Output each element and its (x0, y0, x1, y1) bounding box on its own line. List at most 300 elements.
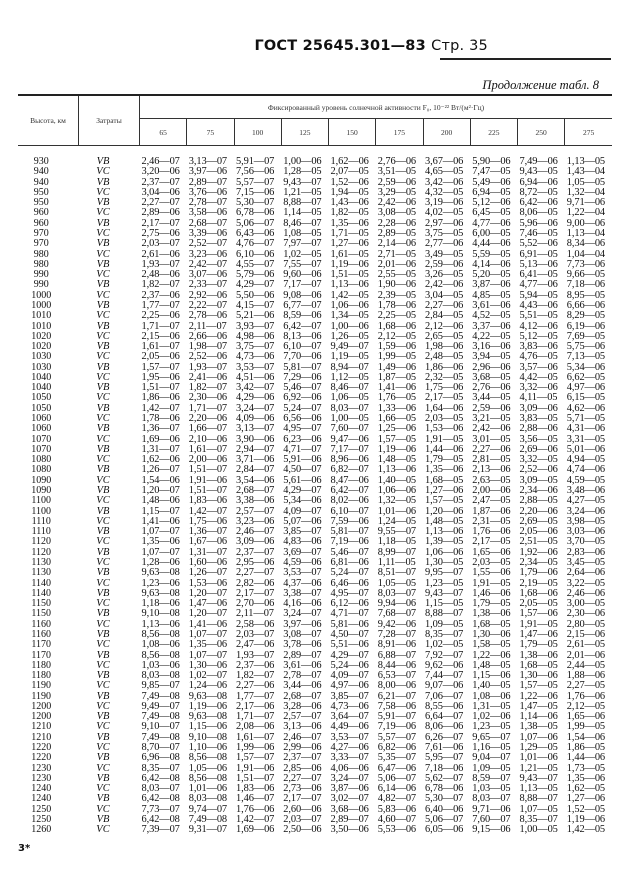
value-cell: 8,96—06 (330, 454, 369, 466)
value-cell: 1,62—06 (141, 454, 180, 466)
value-cell: 2,34—05 (519, 556, 558, 568)
value-cell: 1,32—05 (377, 495, 417, 507)
value-cell: 1,58—05 (472, 639, 511, 651)
value-cell: 1,78—06 (141, 413, 180, 425)
altitude-cell: 1250 (31, 803, 52, 815)
value-cell: 2,37—07 (283, 752, 322, 764)
altitude-cell: 1230 (31, 762, 52, 774)
value-cell: 6,64—07 (425, 711, 464, 723)
value-cell: 1,38—06 (519, 649, 558, 661)
value-cell: 4,29—07 (236, 279, 275, 291)
value-cell: 1,34—05 (330, 310, 369, 322)
value-cell: 8,35—07 (519, 814, 558, 825)
value-cell: 1,51—07 (236, 772, 275, 784)
value-cell: 2,73—06 (283, 783, 322, 795)
cost-code-cell: VB (96, 279, 110, 291)
value-cell: 2,37—06 (141, 289, 180, 301)
value-cell: 2,37—07 (141, 176, 180, 188)
value-cell: 5,81—07 (330, 526, 369, 538)
value-cell: 2,95—06 (236, 556, 275, 568)
cost-code-cell: VB (96, 197, 110, 209)
value-cell: 1,30—06 (188, 659, 228, 671)
value-cell: 8,03—07 (472, 793, 511, 805)
value-cell: 8,56—08 (188, 752, 228, 764)
value-cell: 2,03—07 (236, 628, 275, 640)
value-cell: 4,94—05 (566, 454, 606, 466)
cost-code-cell: VB (96, 217, 110, 229)
value-cell: 4,71—07 (330, 608, 369, 620)
value-cell: 2,27—06 (472, 443, 511, 455)
value-cell: 5,06—07 (236, 217, 275, 229)
altitude-cell: 1090 (31, 474, 52, 486)
value-cell: 2,57—07 (236, 505, 275, 517)
value-cell: 2,83—06 (566, 546, 606, 558)
value-cell: 1,07—07 (188, 649, 228, 661)
value-cell: 2,77—06 (425, 238, 464, 250)
value-cell: 1,18—05 (377, 536, 417, 548)
value-cell: 1,73—05 (566, 762, 606, 774)
value-cell: 1,60—06 (188, 556, 228, 568)
value-cell: 8,02—06 (330, 495, 369, 507)
value-cell: 3,23—06 (236, 515, 275, 527)
value-cell: 2,17—07 (141, 217, 180, 229)
cost-code-cell: VB (96, 505, 110, 517)
value-cell: 1,39—05 (425, 536, 464, 548)
value-cell: 8,06—06 (425, 721, 464, 733)
value-cell: 8,03—07 (141, 783, 180, 795)
value-cell: 3,24—06 (566, 505, 606, 517)
value-cell: 1,57—05 (377, 433, 417, 445)
value-cell: 6,05—06 (425, 824, 464, 836)
value-cell: 1,26—07 (141, 464, 180, 476)
value-cell: 3,08—05 (377, 207, 417, 219)
value-cell: 1,90—06 (377, 279, 417, 291)
value-cell: 1,46—06 (472, 587, 511, 599)
value-cell: 2,17—07 (236, 587, 275, 599)
value-cell: 1,06—05 (330, 392, 369, 404)
cost-code-cell: VC (96, 762, 110, 774)
cost-code-cell: VC (96, 413, 110, 425)
value-cell: 3,97—06 (283, 618, 322, 630)
value-cell: 3,56—05 (519, 433, 558, 445)
value-cell: 9,63—08 (188, 690, 228, 702)
value-cell: 2,69—05 (519, 515, 558, 527)
value-cell: 5,12—05 (519, 330, 558, 342)
value-cell: 2,46—06 (566, 587, 606, 599)
value-cell: 1,26—05 (330, 330, 369, 342)
value-cell: 1,98—07 (188, 341, 228, 353)
value-cell: 4,82—07 (377, 793, 417, 805)
value-cell: 2,96—06 (472, 361, 511, 373)
value-cell: 1,13—06 (377, 464, 417, 476)
value-cell: 7,92—07 (425, 649, 464, 661)
value-cell: 3,64—07 (330, 711, 369, 723)
value-cell: 6,53—07 (377, 670, 417, 682)
cost-code-cell: VC (96, 289, 110, 301)
value-cell: 8,00—06 (377, 680, 417, 692)
value-cell: 2,78—07 (283, 670, 322, 682)
value-cell: 2,01—06 (566, 649, 606, 661)
value-cell: 1,54—06 (141, 474, 180, 486)
value-cell: 1,57—07 (141, 361, 180, 373)
cost-code-cell: VB (96, 793, 110, 805)
value-cell: 8,35—07 (425, 628, 464, 640)
value-cell: 3,04—05 (425, 289, 464, 301)
cost-code-cell: VC (96, 598, 110, 610)
value-cell: 2,39—05 (377, 289, 417, 301)
col-header-level: 65 (140, 119, 187, 146)
value-cell: 4,29—06 (236, 392, 275, 404)
altitude-cell: 1240 (31, 793, 52, 805)
value-cell: 4,27—05 (566, 495, 606, 507)
value-cell: 4,95—07 (283, 423, 322, 435)
value-cell: 1,93—07 (236, 649, 275, 661)
value-cell: 1,83—06 (188, 495, 228, 507)
value-cell: 3,85—07 (283, 526, 322, 538)
data-table-container (18, 94, 612, 836)
col-header-cost: Затраты (79, 95, 140, 146)
value-cell: 1,57—05 (425, 495, 464, 507)
value-cell: 3,94—05 (472, 351, 511, 363)
value-cell: 1,77—07 (141, 299, 180, 311)
value-cell: 5,75—06 (566, 341, 606, 353)
value-cell: 3,67—06 (425, 156, 464, 167)
value-cell: 8,72—05 (519, 186, 558, 198)
value-cell: 4,65—05 (425, 166, 464, 178)
value-cell: 9,95—07 (425, 567, 464, 579)
value-cell: 3,09—06 (236, 536, 275, 548)
altitude-cell: 1100 (31, 495, 52, 507)
value-cell: 4,06—06 (330, 762, 369, 774)
value-cell: 1,99—05 (566, 721, 606, 733)
value-cell: 3,90—06 (236, 433, 275, 445)
value-cell: 5,59—05 (472, 248, 511, 260)
value-cell: 1,06—06 (377, 485, 417, 496)
value-cell: 8,88—07 (283, 197, 322, 209)
col-header-level: 100 (234, 119, 281, 146)
value-cell: 1,28—05 (283, 166, 322, 178)
value-cell: 9,60—06 (283, 269, 322, 281)
value-cell: 4,62—06 (566, 402, 606, 414)
value-cell: 3,37—06 (472, 320, 511, 332)
value-cell: 2,41—06 (188, 371, 228, 383)
value-cell: 1,13—05 (519, 783, 558, 795)
cost-code-cell: VC (96, 454, 110, 466)
value-cell: 6,91—05 (519, 248, 558, 260)
value-cell: 1,08—06 (141, 639, 180, 651)
value-cell: 1,13—06 (425, 526, 464, 538)
value-cell: 7,18—06 (566, 279, 606, 291)
value-cell: 1,51—07 (188, 485, 228, 496)
value-cell: 1,15—06 (188, 721, 228, 733)
value-cell: 2,12—05 (566, 700, 606, 712)
value-cell: 2,00—06 (188, 454, 228, 466)
value-cell: 1,20—06 (425, 505, 464, 517)
value-cell: 4,12—06 (519, 320, 558, 332)
cost-code-cell: VC (96, 639, 110, 651)
value-cell: 1,99—05 (377, 351, 417, 363)
value-cell: 1,07—07 (141, 526, 180, 538)
altitude-cell: 1000 (31, 289, 52, 301)
value-cell: 2,30—06 (188, 392, 228, 404)
value-cell: 1,66—05 (377, 413, 417, 425)
value-cell: 2,34—06 (519, 485, 558, 496)
value-cell: 5,01—06 (566, 443, 606, 455)
altitude-cell: 1210 (31, 721, 52, 733)
cost-code-cell: VB (96, 587, 110, 599)
value-cell: 1,13—06 (141, 618, 180, 630)
value-cell: 2,51—05 (519, 536, 558, 548)
col-header-level: 125 (281, 119, 328, 146)
value-cell: 1,46—07 (236, 793, 275, 805)
value-cell: 8,03—08 (141, 670, 180, 682)
value-cell: 1,78—06 (377, 299, 417, 311)
value-cell: 1,05—06 (188, 762, 228, 774)
value-cell: 1,65—06 (566, 711, 606, 723)
cost-code-cell: VB (96, 690, 110, 702)
value-cell: 3,75—05 (425, 227, 464, 239)
value-cell: 5,95—07 (425, 752, 464, 764)
value-cell: 8,56—08 (141, 649, 180, 661)
value-cell: 6,14—06 (377, 783, 417, 795)
value-cell: 2,99—06 (283, 742, 322, 754)
value-cell: 2,17—05 (425, 392, 464, 404)
value-cell: 1,35—06 (330, 217, 369, 229)
value-cell: 7,29—06 (283, 371, 322, 383)
value-cell: 1,07—06 (519, 731, 558, 743)
value-cell: 1,00—06 (330, 320, 369, 332)
value-cell: 1,19—06 (330, 258, 369, 270)
cost-code-cell: VC (96, 351, 110, 363)
value-cell: 2,44—05 (566, 659, 606, 671)
value-cell: 5,34—06 (566, 361, 606, 373)
value-cell: 1,76—06 (236, 803, 275, 815)
value-cell: 5,49—06 (472, 176, 511, 188)
value-cell: 2,27—06 (236, 680, 275, 692)
value-cell: 1,61—07 (141, 341, 180, 353)
value-cell: 4,50—07 (283, 464, 322, 476)
value-cell: 2,59—06 (377, 176, 417, 188)
value-cell: 4,76—05 (519, 351, 558, 363)
value-cell: 7,19—06 (377, 721, 417, 733)
value-cell: 1,16—05 (472, 742, 511, 754)
value-cell: 2,15—06 (566, 628, 606, 640)
value-cell: 7,73—06 (566, 258, 606, 270)
value-cell: 1,47—06 (188, 598, 228, 610)
value-cell: 2,27—05 (566, 680, 606, 692)
value-cell: 1,44—06 (425, 443, 464, 455)
value-cell: 1,14—05 (283, 207, 322, 219)
value-cell: 1,05—05 (377, 577, 417, 589)
cost-code-cell: VC (96, 618, 110, 630)
value-cell: 1,69—06 (236, 824, 275, 836)
value-cell: 3,26—05 (425, 269, 464, 281)
value-cell: 2,03—05 (472, 556, 511, 568)
value-cell: 2,05—06 (141, 351, 180, 363)
value-cell: 3,23—06 (188, 248, 228, 260)
value-cell: 3,71—06 (236, 454, 275, 466)
value-cell: 1,01—06 (377, 505, 417, 517)
altitude-cell: 1120 (31, 536, 52, 548)
cost-code-cell: VB (96, 341, 110, 353)
value-cell: 5,34—06 (283, 495, 322, 507)
altitude-cell: 930 (33, 156, 49, 167)
altitude-cell: 1050 (31, 402, 52, 414)
value-cell: 3,45—05 (566, 556, 606, 568)
value-cell: 1,64—06 (425, 402, 464, 414)
altitude-cell: 1140 (31, 577, 52, 589)
value-cell: 5,71—05 (566, 413, 606, 425)
cost-code-cell: VB (96, 238, 110, 250)
value-cell: 6,42—08 (141, 814, 180, 825)
cost-code-cell: VC (96, 721, 110, 733)
value-cell: 1,41—06 (141, 515, 180, 527)
value-cell: 1,22—06 (519, 690, 558, 702)
value-cell: 8,44—06 (377, 659, 417, 671)
altitude-cell: 1150 (31, 608, 52, 620)
value-cell: 1,82—07 (236, 670, 275, 682)
value-cell: 1,48—05 (425, 515, 464, 527)
value-cell: 9,43—05 (519, 166, 558, 178)
cost-code-cell: VB (96, 731, 110, 743)
altitude-cell: 1200 (31, 711, 52, 723)
value-cell: 1,68—06 (519, 587, 558, 599)
value-cell: 1,12—05 (330, 371, 369, 383)
value-cell: 1,03—05 (472, 783, 511, 795)
value-cell: 7,15—06 (236, 186, 275, 198)
value-cell: 1,18—06 (141, 598, 180, 610)
value-cell: 4,09—07 (283, 505, 322, 517)
value-cell: 8,34—06 (566, 238, 606, 250)
value-cell: 6,15—05 (566, 392, 606, 404)
altitude-cell: 1130 (31, 567, 52, 579)
value-cell: 1,07—07 (141, 546, 180, 558)
value-cell: 6,88—07 (377, 649, 417, 661)
value-cell: 7,18—06 (425, 762, 464, 774)
value-cell: 3,32—06 (519, 382, 558, 394)
value-cell: 1,98—06 (425, 341, 464, 353)
cost-code-cell: VB (96, 670, 110, 682)
altitude-cell: 990 (33, 279, 49, 291)
value-cell: 2,27—07 (236, 567, 275, 579)
altitude-cell: 940 (33, 166, 49, 178)
value-cell: 9,94—06 (377, 598, 417, 610)
value-cell: 3,21—05 (472, 413, 511, 425)
value-cell: 1,28—06 (141, 556, 180, 568)
value-cell: 2,78—07 (188, 197, 228, 209)
value-cell: 3,53—07 (236, 361, 275, 373)
value-cell: 4,22—05 (472, 330, 511, 342)
value-cell: 1,00—06 (283, 156, 322, 167)
value-cell: 5,52—06 (519, 238, 558, 250)
value-cell: 7,44—07 (425, 670, 464, 682)
value-cell: 5,30—07 (425, 793, 464, 805)
col-header-level: 225 (470, 119, 517, 146)
value-cell: 2,65—05 (425, 330, 464, 342)
value-cell: 6,10—06 (236, 248, 275, 260)
value-cell: 1,24—06 (188, 680, 228, 692)
value-cell: 2,47—05 (472, 495, 511, 507)
value-cell: 3,16—06 (472, 341, 511, 353)
value-cell: 8,03—07 (377, 587, 417, 599)
value-cell: 2,89—06 (141, 207, 180, 219)
value-cell: 2,46—07 (283, 731, 322, 743)
value-cell: 1,19—05 (330, 351, 369, 363)
value-cell: 1,03—06 (141, 659, 180, 671)
value-cell: 2,42—06 (425, 279, 464, 291)
value-cell: 7,49—08 (188, 814, 228, 825)
altitude-cell: 1170 (31, 649, 52, 661)
value-cell: 3,24—07 (283, 608, 322, 620)
value-cell: 6,82—07 (330, 464, 369, 476)
value-cell: 1,48—05 (377, 454, 417, 466)
value-cell: 1,57—07 (236, 752, 275, 764)
altitude-cell: 1160 (31, 628, 52, 640)
value-cell: 6,43—06 (236, 227, 275, 239)
value-cell: 4,71—07 (283, 443, 322, 455)
value-cell: 3,42—07 (236, 382, 275, 394)
cost-code-cell: VC (96, 515, 110, 527)
value-cell: 2,78—06 (188, 310, 228, 322)
value-cell: 2,42—07 (188, 258, 228, 270)
value-cell: 6,45—05 (472, 207, 511, 219)
value-cell: 1,35—06 (188, 639, 228, 651)
value-cell: 2,88—05 (519, 495, 558, 507)
value-cell: 2,63—05 (472, 474, 511, 486)
value-cell: 2,76—06 (377, 156, 417, 167)
value-cell: 7,06—07 (425, 690, 464, 702)
value-cell: 6,46—06 (330, 577, 369, 589)
value-cell: 3,13—06 (283, 721, 322, 733)
cost-code-cell: VB (96, 402, 110, 414)
value-cell: 2,68—07 (188, 217, 228, 229)
value-cell: 1,43—06 (330, 197, 369, 209)
col-header-solar-activity: Фиксированный уровень солнечной активности F₀, 10⁻²² Вт/(м²·Гц) (140, 95, 613, 119)
value-cell: 1,01—06 (188, 783, 228, 795)
value-cell: 3,38—07 (283, 587, 322, 599)
value-cell: 3,68—05 (472, 371, 511, 383)
value-cell: 7,70—06 (283, 351, 322, 363)
value-cell: 2,84—07 (236, 464, 275, 476)
value-cell: 5,90—06 (472, 156, 511, 167)
cost-code-cell: VC (96, 392, 110, 404)
value-cell: 3,24—07 (236, 402, 275, 414)
value-cell: 1,22—04 (566, 207, 606, 219)
value-cell: 2,71—05 (377, 248, 417, 260)
value-cell: 2,89—07 (283, 649, 322, 661)
value-cell: 1,42—07 (188, 505, 228, 517)
value-cell: 2,47—06 (236, 639, 275, 651)
value-cell: 7,17—07 (283, 279, 322, 291)
value-cell: 7,39—07 (141, 824, 180, 836)
altitude-cell: 970 (33, 238, 49, 250)
altitude-cell: 1180 (31, 659, 52, 671)
value-cell: 8,91—06 (377, 639, 417, 651)
value-cell: 2,89—05 (377, 227, 417, 239)
value-cell: 1,94—05 (330, 186, 369, 198)
value-cell: 3,02—07 (330, 793, 369, 805)
cost-code-cell: VB (96, 361, 110, 373)
value-cell: 3,19—06 (425, 197, 464, 209)
altitude-cell: 1140 (31, 587, 52, 599)
value-cell: 9,07—06 (425, 680, 464, 692)
altitude-cell: 980 (33, 248, 49, 260)
cost-code-cell: VC (96, 700, 110, 712)
value-cell: 5,24—07 (330, 567, 369, 579)
value-cell: 1,42—07 (141, 402, 180, 414)
value-cell: 7,56—06 (236, 166, 275, 178)
value-cell: 1,31—07 (141, 443, 180, 455)
